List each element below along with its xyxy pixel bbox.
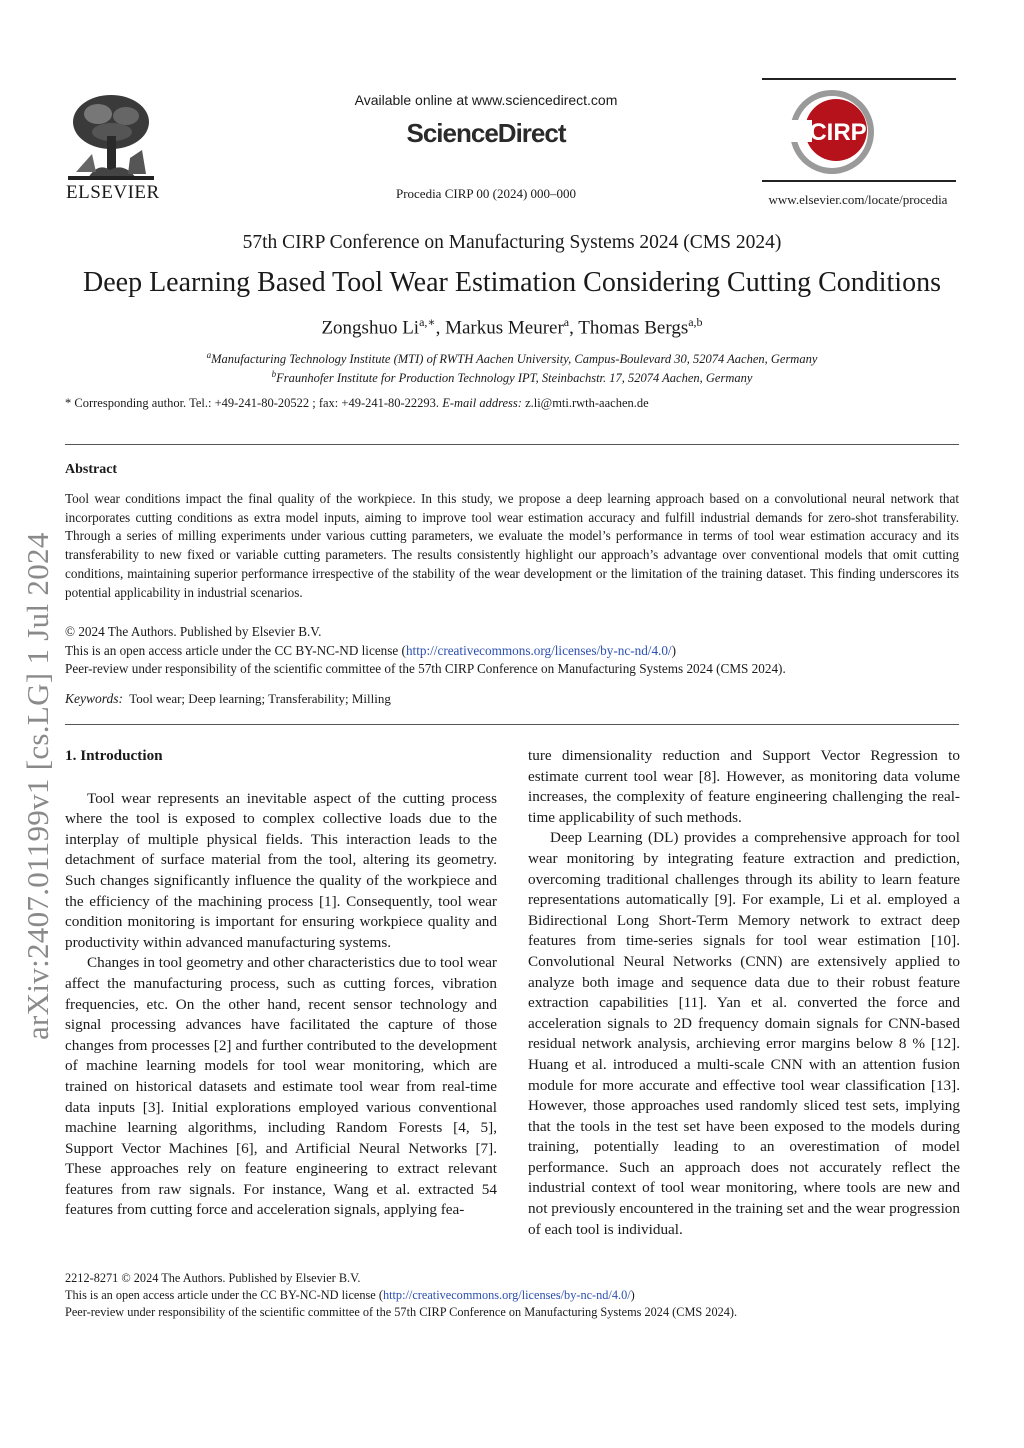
- author-list: Zongshuo $Li^{a,∗}$, Markus Meurer$^a$, Thomas Bergs$^{a,b}$: [321, 315, 703, 339]
- copyright-block: [65, 623, 959, 679]
- paragraph: Changes in tool geometry and other characteristics due to tool wear affect the manufacturing process, such as cutting forces, vibration frequencies, etc. On the other hand, recent sensor technology and signal processing advances have facilitated the capture of those changes from processes [2] and further contributed to the development of machine learning models for tool wear monitoring, which are trained on historical datasets and estimate tool wear from real-time data inputs [3]. Initial explorations employed various conventional machine learning algorithms, including Random Forests [4, 5], Support Vector Machines [6], and Artificial Neural Networks [7]. These approaches rely on feature engineering to extract relevant features from raw signals. For instance, Wang et al. extracted 54 features from cutting force and acceleration signals, applying fea-: [65, 954, 497, 1219]
- available-online: Available online at www.sciencedirect.com: [354, 92, 618, 108]
- keywords: [65, 691, 391, 707]
- abstract-text: Tool wear conditions impact the final quality of the workpiece. In this study, we propose a deep learning approach based on a convolutional neural network that incorporates cutting conditions as extra model inputs, aiming to improve tool wear estimation accuracy and fulfill industrial demands for zero-shot transferability. Through a series of milling experiments under various cutting parameters, we evaluate the model’s performance in terms of tool wear estimation accuracy and its transferability to new fixed or variable cutting parameters. The results consistently highlight our approach’s advantage over conventional models that omit cutting conditions, maintaining superior performance irrespective of the stability of the wear development or the limitation of the training dataset. This finding underscores its potential applicability in industrial scenarios.: [65, 491, 959, 600]
- license-suffix: ): [671, 642, 677, 658]
- right-column: [528, 746, 960, 1240]
- affiliation-text: Fraunhofer Institute for Production Technology IPT, Steinbachstr. 17, 52074 Aachen, Germany: [276, 371, 753, 386]
- cirp-logo: [786, 86, 878, 178]
- elsevier-wordmark: ELSEVIER: [66, 182, 160, 203]
- divider: [65, 444, 959, 445]
- paragraph: Tool wear represents an inevitable aspect of the cutting process where the tool is exposed to complex collective loads due to the interplay of multiple physical fields. This interaction leads to the detachment of surface material from the tool, altering its geometry. Such changes significantly influence the quality of the workpiece and the efficiency of the machining process [1]. Consequently, tool wear condition monitoring is important for ensuring workpiece quality and productivity within advanced manufacturing systems.: [65, 789, 497, 951]
- author-affiliation-mark: a,b: [688, 315, 703, 329]
- license-link[interactable]: http://creativecommons.org/licenses/by-nc-nd/4.0/: [405, 642, 672, 658]
- license-prefix: This is an open access article under the CC BY-NC-ND license (: [65, 642, 406, 658]
- sciencedirect-wordmark: ScienceDirect: [406, 118, 566, 148]
- issn-copyright-line: 2212-8271 © 2024 The Authors. Published by Elsevier B.V.: [65, 1271, 361, 1285]
- keywords-label: Keywords:: [65, 691, 123, 706]
- page-footer: [65, 1270, 959, 1321]
- footer-peer-review-line: Peer-review under responsibility of the scientific committee of the 57th CIRP Conference on Manufacturing Systems 2024 (CMS 2024).: [65, 1305, 738, 1319]
- license-suffix: ): [630, 1288, 635, 1302]
- paragraph: ture dimensionality reduction and Support Vector Regression to estimate current tool wear [8]. However, as monitoring data volume increases, the complexity of feature engineering challenging the real-time applicability of such methods.: [528, 747, 960, 826]
- corresponding-author: [65, 396, 649, 411]
- email-label: E-mail address:: [442, 396, 522, 410]
- author-affiliation-mark: a,∗: [419, 315, 436, 329]
- keywords-text: Tool wear; Deep learning; Transferability; Milling: [129, 691, 391, 706]
- footer-license-line: [65, 1287, 959, 1304]
- cirp-logo-text: CIRP: [809, 119, 867, 146]
- journal-url: www.elsevier.com/locate/procedia: [768, 192, 948, 207]
- license-line: [65, 642, 959, 661]
- divider: [65, 724, 959, 725]
- license-prefix: This is an open access article under the CC BY-NC-ND license (: [65, 1288, 383, 1302]
- paper-title: Deep Learning Based Tool Wear Estimation Considering Cutting Conditions: [83, 267, 941, 298]
- email-link[interactable]: z.li@mti.rwth-aachen.de: [525, 396, 649, 410]
- author-name: Thomas Bergs: [578, 317, 689, 339]
- affiliation-mark: a: [206, 350, 212, 360]
- affiliation-mark: b: [271, 369, 277, 379]
- copyright-line: © 2024 The Authors. Published by Elsevier B.V.: [65, 624, 322, 639]
- paragraph: Deep Learning (DL) provides a comprehensive approach for tool wear monitoring by integrating feature extraction and prediction, overcoming traditional challenges through its ability to learn feature representations automatically [9]. For example, Li et al. employed a Bidirectional Long Short-Term Memory network to extract deep features from time-series signals for tool wear estimation [10]. Convolutional Neural Networks (CNN) are extensively applied to analyze both image and sequence data due to their robust feature extraction capabilities [11]. Yan et al. converted the force and acceleration signals to 2D frequency domain signals for CNN-based residual network analysis, archieving error margins below 8 % [12]. Huang et al. introduced a multi-scale CNN with an attention fusion module for more accurate and effective tool wear classification [13]. However, those approaches used randomly sliced test sets, implying that the tools in the test set have been exposed to the models during training, potentially leading to an overestimation of model performance. Such an approach does not accurately reflect the industrial context of tool wear monitoring, where tools are new and not previously encountered in the training set and the wear progression of each tool is individual.: [528, 829, 960, 1238]
- elsevier-tree-logo: [68, 92, 154, 180]
- conference-name: 57th CIRP Conference on Manufacturing Systems 2024 (CMS 2024): [242, 232, 782, 253]
- affiliation-text: Manufacturing Technology Institute (MTI) of RWTH Aachen University, Campus-Boulevard 30, 52074 Aachen, Germany: [211, 352, 818, 367]
- left-column: [65, 746, 497, 1221]
- author-name: Markus Meurer: [445, 317, 564, 339]
- cirp-bottom-rule: [762, 180, 956, 182]
- author-affiliation-mark: a: [563, 315, 570, 329]
- affiliation-b: [0, 369, 1024, 386]
- section-heading: 1. Introduction: [65, 747, 163, 764]
- journal-reference: Procedia CIRP 00 (2024) 000–000: [395, 186, 577, 201]
- corresponding-contact: * Corresponding author. Tel.: +49-241-80-20522 ; fax: +49-241-80-22293.: [65, 396, 440, 410]
- footer-license-link[interactable]: http://creativecommons.org/licenses/by-nc-nd/4.0/: [382, 1288, 631, 1302]
- abstract-heading: Abstract: [65, 462, 118, 477]
- peer-review-line: Peer-review under responsibility of the scientific committee of the 57th CIRP Conference on Manufacturing Systems 2024 (CMS 2024).: [65, 661, 786, 676]
- cirp-top-rule: [762, 78, 956, 80]
- affiliation-a: [0, 350, 1024, 367]
- arxiv-stamp: arXiv:2407.01199v1 [cs.LG] 1 Jul 2024: [20, 532, 55, 1040]
- author-name: Zongshuo Li: [321, 317, 420, 339]
